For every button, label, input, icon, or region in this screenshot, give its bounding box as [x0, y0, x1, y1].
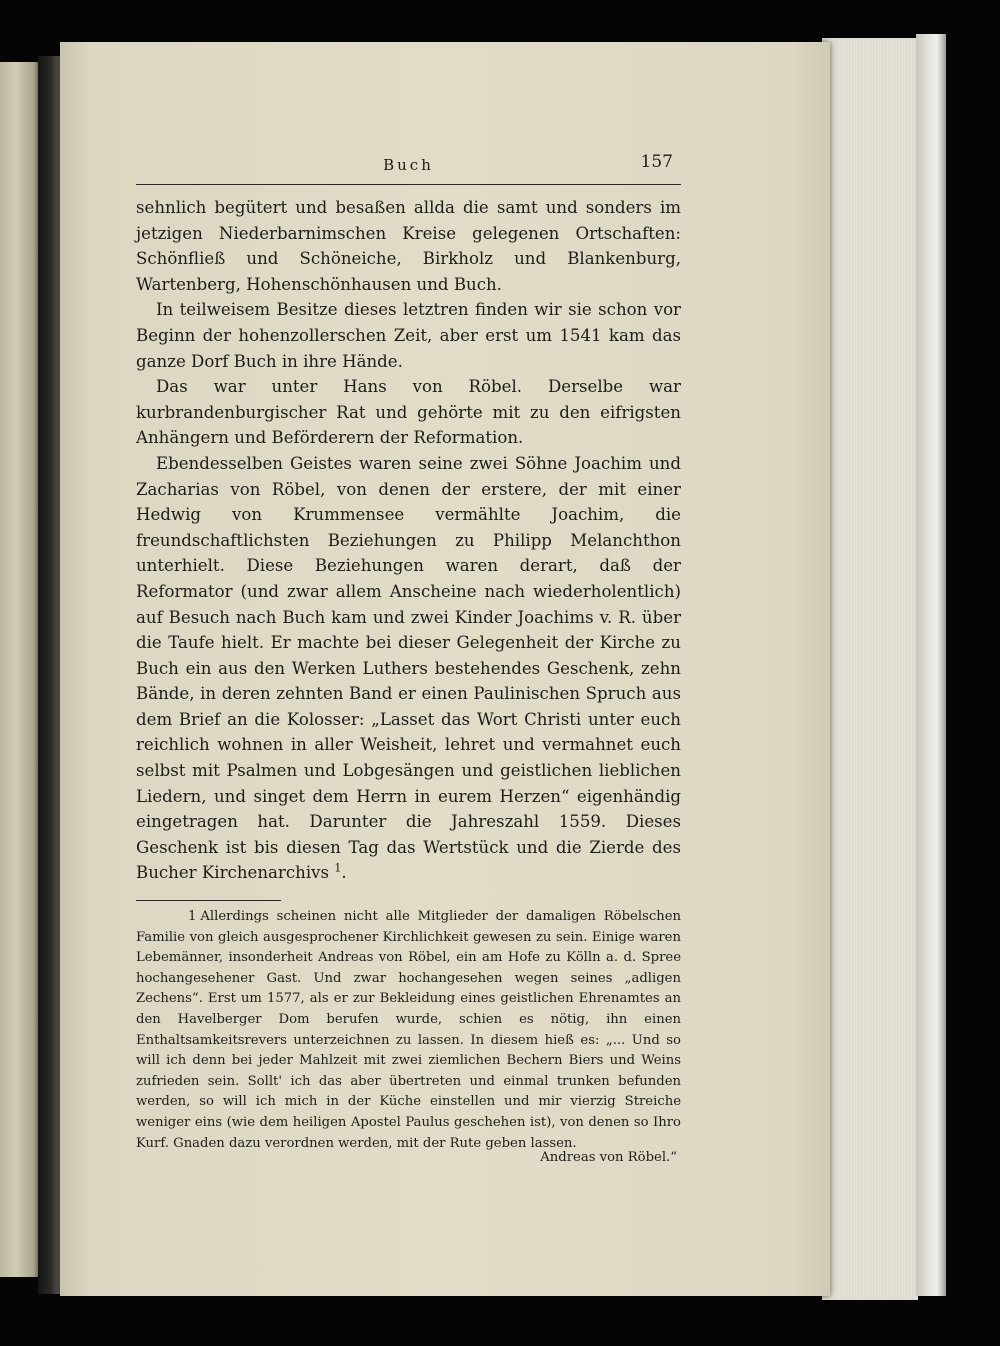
- running-title: Buch: [383, 156, 434, 174]
- page-content: [136, 150, 681, 1165]
- book-cover-edge: [916, 34, 946, 1296]
- footnote-reference: 1: [334, 861, 342, 875]
- body-text: [136, 195, 681, 886]
- footnote: [136, 907, 681, 1154]
- facing-page-edge: [0, 62, 40, 1277]
- header-rule: [136, 184, 681, 185]
- footnote-text: Allerdings scheinen nicht alle Mitglieder der damaligen Röbelschen Familie von gleich ausgesprochener Kirchlichkeit gewesen zu sein. Einige waren Lebemänner, insonderheit Andreas von Röbel, ein am Hofe zu Kölln a. d. Spree hochangesehener Gast. Und zwar hochangesehen wegen seines „adligen Zechens“. Erst um 1577, als er zur Bekleidung eines geistlichen Ehrenamtes an den Havelberger Dom berufen wurde, schien es nötig, ihn einen Enthaltsamkeitsrevers unterzeichnen zu lassen. In diesem hieß es: „... Und so will ich denn bei jeder Mahlzeit mit zwei ziemlichen Bechern Biers und Weins zufrieden sein. Sollt' ich das aber übertreten und einmal trunken befunden werden, so will ich mich in der Küche einstellen und mir vierzig Streiche weniger eins (wie dem heiligen Apostel Paulus geschehen ist), von denen so Ihro Kurf. Gnaden dazu verordnen werden, mit der Rute geben lassen.: [136, 909, 681, 1151]
- footnote-signature: Andreas von Röbel.“: [540, 1150, 677, 1166]
- paragraph: sehnlich begütert und besaßen allda die samt und sonders im jetzigen Niederbarnimschen Kreise gelegenen Ortschaften: Schönfließ und Schöneiche, Birkholz und Blankenburg, Wartenberg, Hohenschönhausen und Buch.: [136, 198, 681, 294]
- page-stack-edge: [822, 38, 918, 1300]
- paragraph-text: Ebendesselben Geistes waren seine zwei Söhne Joachim und Zacharias von Röbel, von denen der erstere, der mit einer Hedwig von Krummensee vermählte Joachim, die freundschaftlichsten Beziehungen zu Philipp Melanchthon unterhielt. Diese Beziehungen waren derart, daß der Reformator (und zwar allem Anscheine nach wiederholentlich) auf Besuch nach Buch kam und zwei Kinder Joachims v. R. über die Taufe hielt. Er machte bei dieser Gelegenheit der Kirche zu Buch ein aus den Werken Luthers bestehendes Geschenk, zehn Bände, in deren zehnten Band er einen Paulinischen Spruch aus dem Brief an die Kolosser: „Lasset das Wort Christi unter euch reichlich wohnen in aller Weisheit, lehret und vermahnet euch selbst mit Psalmen und Lobgesängen und geistlichen lieblichen Liedern, und singet dem Herrn in eurem Herzen“ eigenhändig eingetragen hat. Darunter die Jahreszahl 1559. Dieses Geschenk ist bis diesen Tag das Wertstück und die Zierde des Bucher Kirchenarchivs: [136, 453, 681, 883]
- paragraph-last: Ebendesselben Geistes waren seine zwei Söhne Joachim und Zacharias von Röbel, von denen der erstere, der mit einer Hedwig von Krummensee vermählte Joachim, die freundschaftlichsten Beziehungen zu Philipp Melanchthon unterhielt. Diese Beziehungen waren derart, daß der Reformator (und zwar allem Anscheine nach wiederholentlich) auf Besuch nach Buch kam und zwei Kinder Joachims v. R. über die Taufe hielt. Er machte bei dieser Gelegenheit der Kirche zu Buch ein aus den Werken Luthers bestehendes Geschenk, zehn Bände, in deren zehnten Band er einen Paulinischen Spruch aus dem Brief an die Kolosser: „Lasset das Wort Christi unter euch reichlich wohnen in aller Weisheit, lehret und vermahnet euch selbst mit Psalmen und Lobgesängen und geistlichen lieblichen Liedern, und singet dem Herrn in eurem Herzen“ eigenhändig eingetragen hat. Darunter die Jahreszahl 1559. Dieses Geschenk ist bis diesen Tag das Wertstück und die Zierde des Bucher Kirchenarchivs $^1$.: [136, 453, 681, 883]
- paragraph: In teilweisem Besitze dieses letztren finden wir sie schon vor Beginn der hohenzollerschen Zeit, aber erst um 1541 kam das ganze Dorf Buch in ihre Hände.: [136, 300, 681, 371]
- paragraph: Das war unter Hans von Röbel. Derselbe war kurbrandenburgischer Rat und gehörte mit zu den eifrigsten Anhängern und Beförderern der Reformation.: [136, 377, 681, 448]
- footnote-marker: 1: [188, 909, 197, 925]
- running-head: [136, 150, 681, 178]
- footnote-rule: [136, 900, 281, 901]
- page-number: 157: [640, 152, 673, 172]
